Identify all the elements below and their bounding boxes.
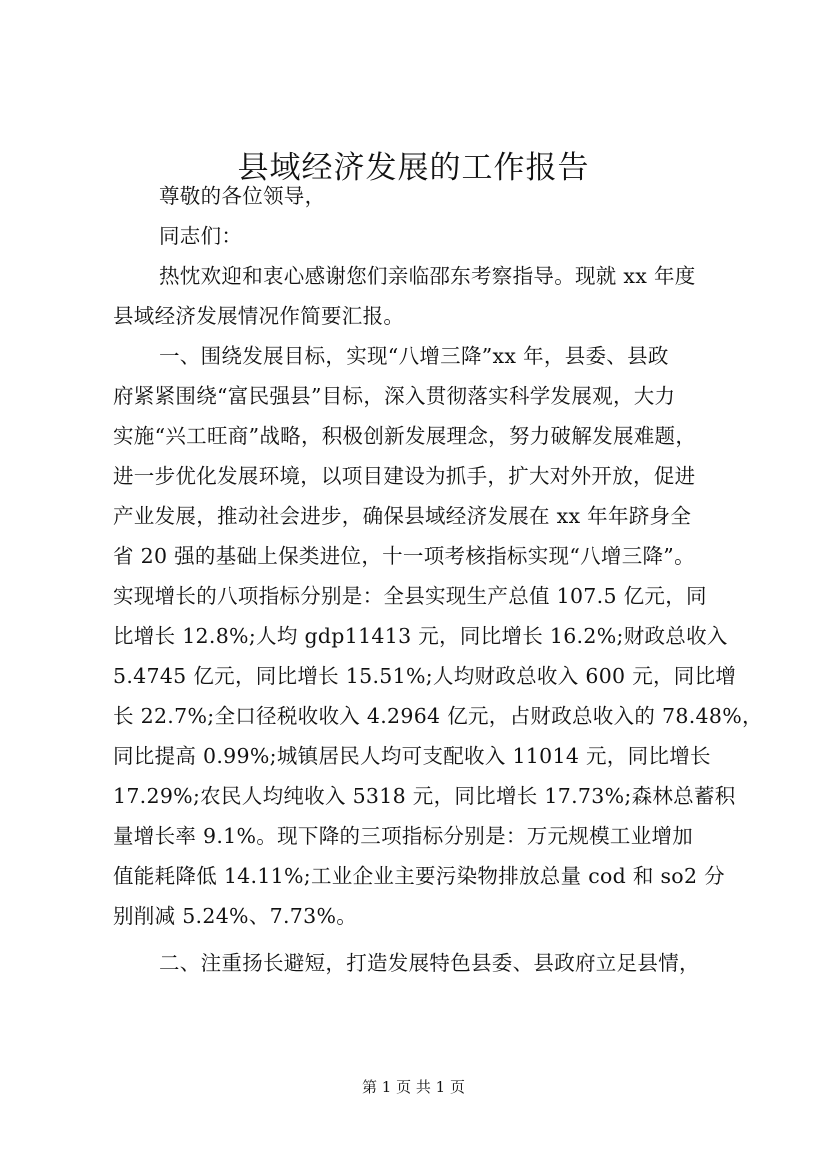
paragraph-line: 量增长率 9.1%。现下降的三项指标分别是：万元规模工业增加	[113, 824, 694, 848]
paragraph-line: 省 20 强的基础上保类进位，十一项考核指标实现“八增三降”。	[113, 544, 695, 568]
paragraph-line: 实现增长的八项指标分别是：全县实现生产总值 107.5 亿元，同	[113, 584, 707, 608]
paragraph-line: 17.29%;农民人均纯收入 5318 元，同比增长 17.73%;森林总蓄积	[113, 784, 736, 808]
paragraph-line: 县域经济发展情况作简要汇报。	[113, 304, 405, 328]
paragraph-line: 比增长 12.8%;人均 gdp11413 元，同比增长 16.2%;财政总收入	[113, 624, 728, 648]
paragraph-line: 府紧紧围绕“富民强县”目标，深入贯彻落实科学发展观，大力	[113, 384, 676, 408]
paragraph-line: 值能耗降低 14.11%;工业企业主要污染物排放总量 cod 和 so2 分	[113, 864, 725, 888]
paragraph-line: 实施“兴工旺商”战略，积极创新发展理念，努力破解发展难题，	[113, 424, 697, 448]
paragraph-line: 别削减 5.24%、7.73%。	[113, 904, 358, 928]
paragraph-line: 一、围绕发展目标，实现“八增三降”xx 年，县委、县政	[159, 344, 669, 368]
paragraph-gap	[113, 936, 743, 943]
document-title: 县域经济发展的工作报告	[237, 150, 590, 186]
paragraph-line: 长 22.7%;全口径税收收入 4.2964 亿元，占财政总收入的 78.48%，	[113, 704, 763, 728]
paragraph-line: 产业发展，推动社会进步，确保县域经济发展在 xx 年年跻身全	[113, 504, 692, 528]
paragraph-line: 同比提高 0.99%;城镇居民人均可支配收入 11014 元，同比增长	[113, 744, 711, 768]
salutation-line: 尊敬的各位领导，	[159, 184, 326, 208]
paragraph-line: 5.4745 亿元，同比增长 15.51%;人均财政总收入 600 元，同比增	[113, 664, 737, 688]
paragraph-line: 热忱欢迎和衷心感谢您们亲临邵东考察指导。现就 xx 年度	[159, 264, 696, 288]
document-body	[113, 176, 763, 983]
page-footer: 第 1 页 共 1 页	[362, 1078, 465, 1096]
salutation-line: 同志们：	[159, 224, 243, 248]
paragraph-line: 二、注重扬长避短，打造发展特色县委、县政府立足县情，	[159, 951, 700, 975]
paragraph-line: 进一步优化发展环境，以项目建设为抓手，扩大对外开放，促进	[113, 464, 696, 488]
